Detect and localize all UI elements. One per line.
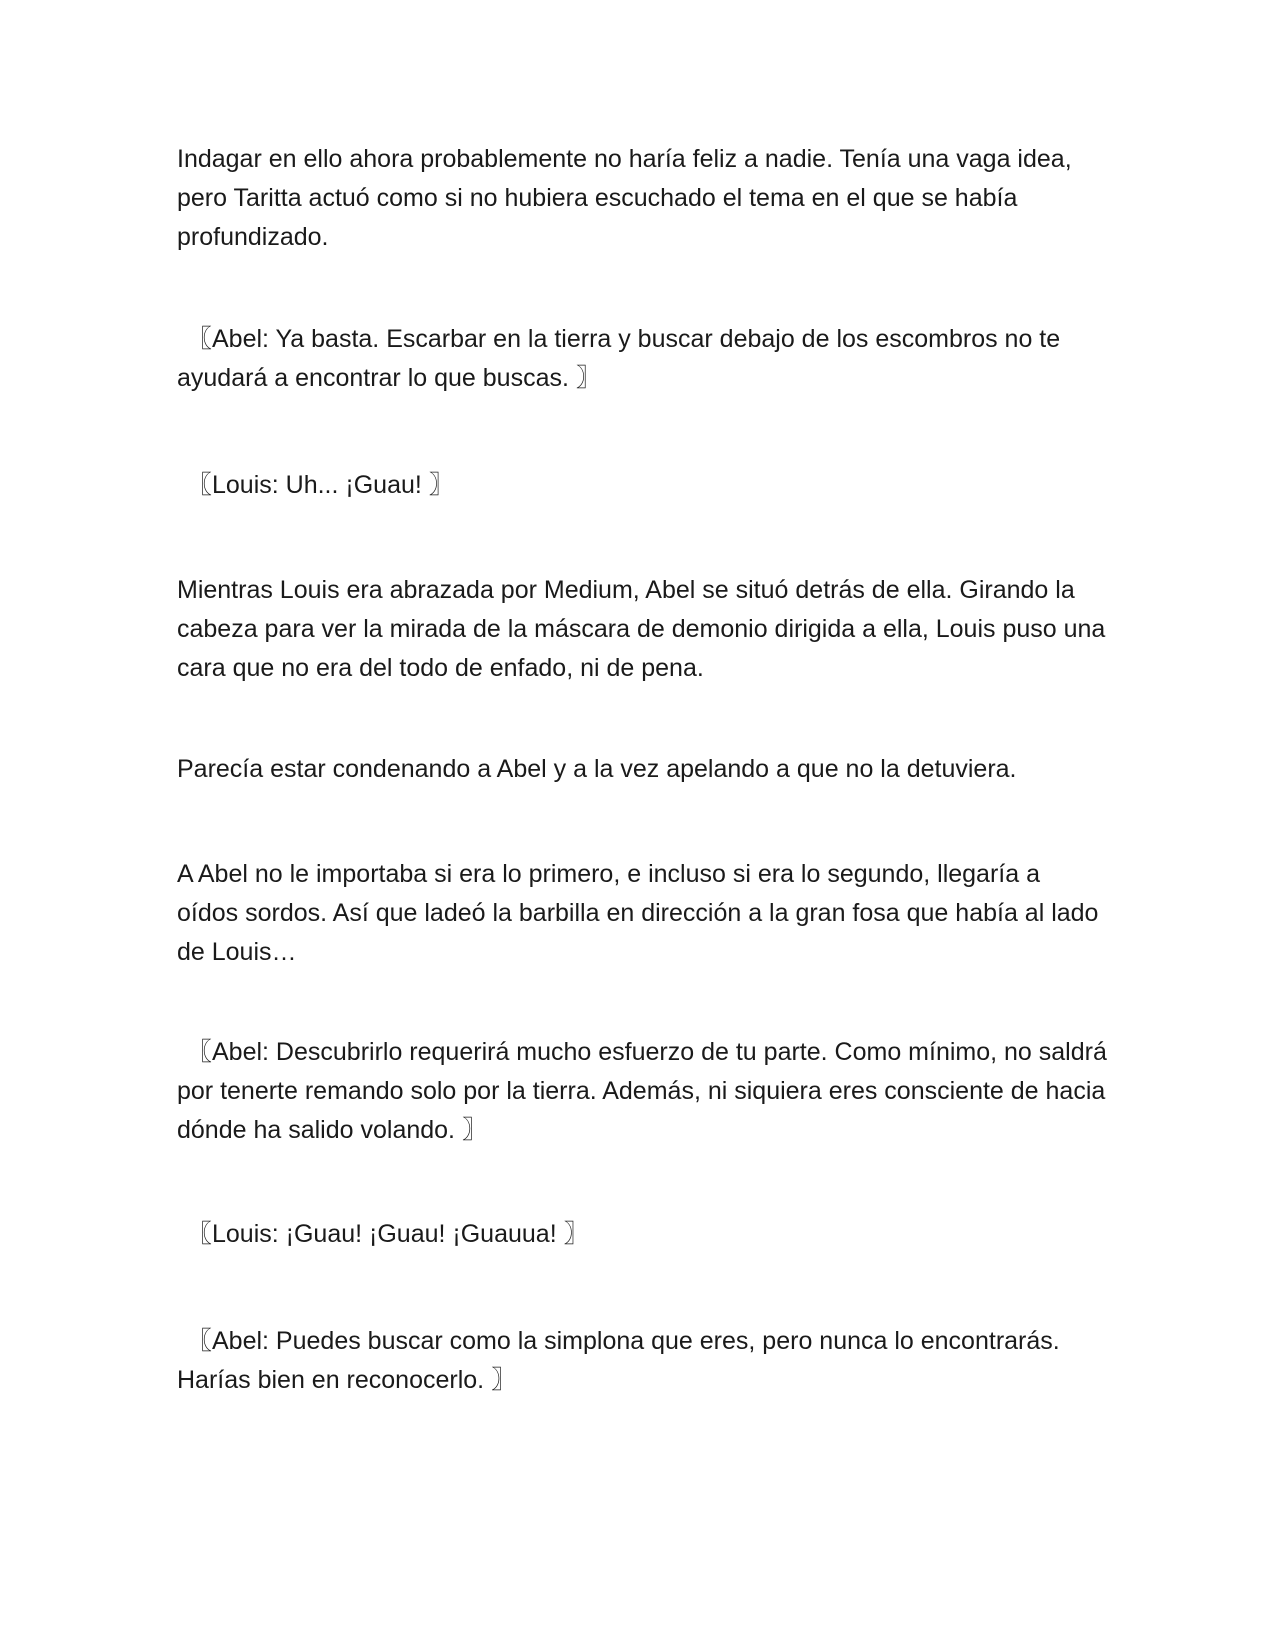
dialogue-louis: 〖Louis: ¡Guau! ¡Guau! ¡Guauua! 〗 xyxy=(187,1220,589,1248)
narration-paragraph: Mientras Louis era abrazada por Medium, Abel se situó detrás de ella. Girando la cabeza para ver la mirada de la máscara de demonio dirigida a ella, Louis puso una cara que no era del todo de enfado, ni de pena. xyxy=(177,576,1106,682)
dialogue-abel: 〖Abel: Descubrirlo requerirá mucho esfuerzo de tu parte. Como mínimo, no saldrá por tenerte remando solo por la tierra. Además, ni siquiera eres consciente de hacia dónde ha salido volando. 〗 xyxy=(177,1038,1107,1144)
dialogue-abel: 〖Abel: Puedes buscar como la simplona que eres, pero nunca lo encontrarás. Harías bien en reconocerlo. 〗 xyxy=(177,1327,1060,1394)
dialogue-louis: 〖Louis: Uh... ¡Guau! 〗 xyxy=(187,471,454,499)
narration-paragraph: A Abel no le importaba si era lo primero, e incluso si era lo segundo, llegaría a oídos sordos. Así que ladeó la barbilla en dirección a la gran fosa que había al lado de Louis… xyxy=(177,860,1099,966)
narration-paragraph: Indagar en ello ahora probablemente no haría feliz a nadie. Tenía una vaga idea, pero Taritta actuó como si no hubiera escuchado el tema en el que se había profundizado. xyxy=(177,145,1072,251)
dialogue-abel: 〖Abel: Ya basta. Escarbar en la tierra y buscar debajo de los escombros no te ayudará a encontrar lo que buscas. 〗 xyxy=(177,325,1061,392)
narration-paragraph: Parecía estar condenando a Abel y a la vez apelando a que no la detuviera. xyxy=(177,755,1017,783)
